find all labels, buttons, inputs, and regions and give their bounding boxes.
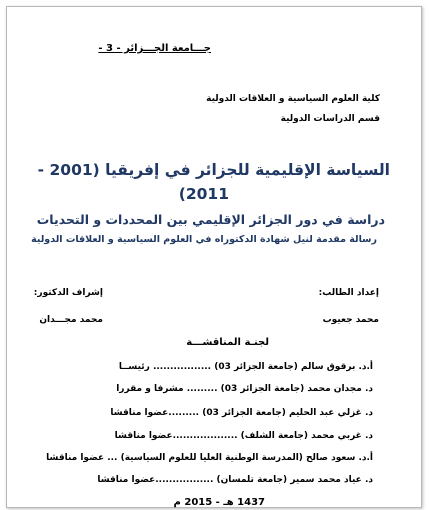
supervisor-name: محمد مجـــدان (39, 315, 103, 325)
committee-member: أ.د. سعود صالح (المدرسة الوطنية العليا للعلوم السياسية) ... عضوا مناقشا (46, 453, 373, 463)
university-name: جـــامعة الجـــزائر - 3 - (98, 43, 211, 54)
thesis-note: رسالة مقدمة لنيل شهادة الدكتوراه في العلوم السياسية و العلاقات الدولية (31, 234, 377, 245)
committee-title: لجنـة المناقشـــة (186, 337, 269, 348)
prepared-by-label: إعداد الطالب: (318, 288, 379, 298)
committee-member: د. عياد محمد سمير (جامعة تلمسان) .................عضوا مناقشا (97, 475, 373, 485)
committee-member: أ.د. برقوق سالم (جامعة الجزائر 03) ................. رئيســا (118, 362, 373, 372)
committee-member: د. مجدان محمد (جامعة الجزائر 03) ......... مشرفا و مقررا (116, 384, 373, 394)
department-name: قسم الدراسات الدولية (280, 114, 380, 124)
student-name: محمد جعيوب (322, 315, 379, 325)
committee-member: د. غربي محمد (جامعة الشلف) ...................عضوا مناقشا (114, 431, 373, 441)
supervisor-label: إشراف الدكتور: (33, 288, 103, 298)
thesis-title-line1: السياسة الإقليمية للجزائر في إفريقيا (2001 - (37, 161, 390, 179)
document-page (6, 6, 422, 508)
thesis-title-line2: 2011) (178, 185, 229, 203)
academic-year: 1437 هـ - 2015 م (173, 497, 265, 508)
committee-member: د. غزلي عبد الحليم (جامعة الجزائر 03) .........عضوا مناقشا (110, 408, 373, 418)
thesis-subtitle: دراسة في دور الجزائر الإقليمي بين المحددات و التحديات (36, 212, 385, 227)
faculty-name: كلية العلوم السياسية و العلاقات الدولية (206, 94, 380, 104)
